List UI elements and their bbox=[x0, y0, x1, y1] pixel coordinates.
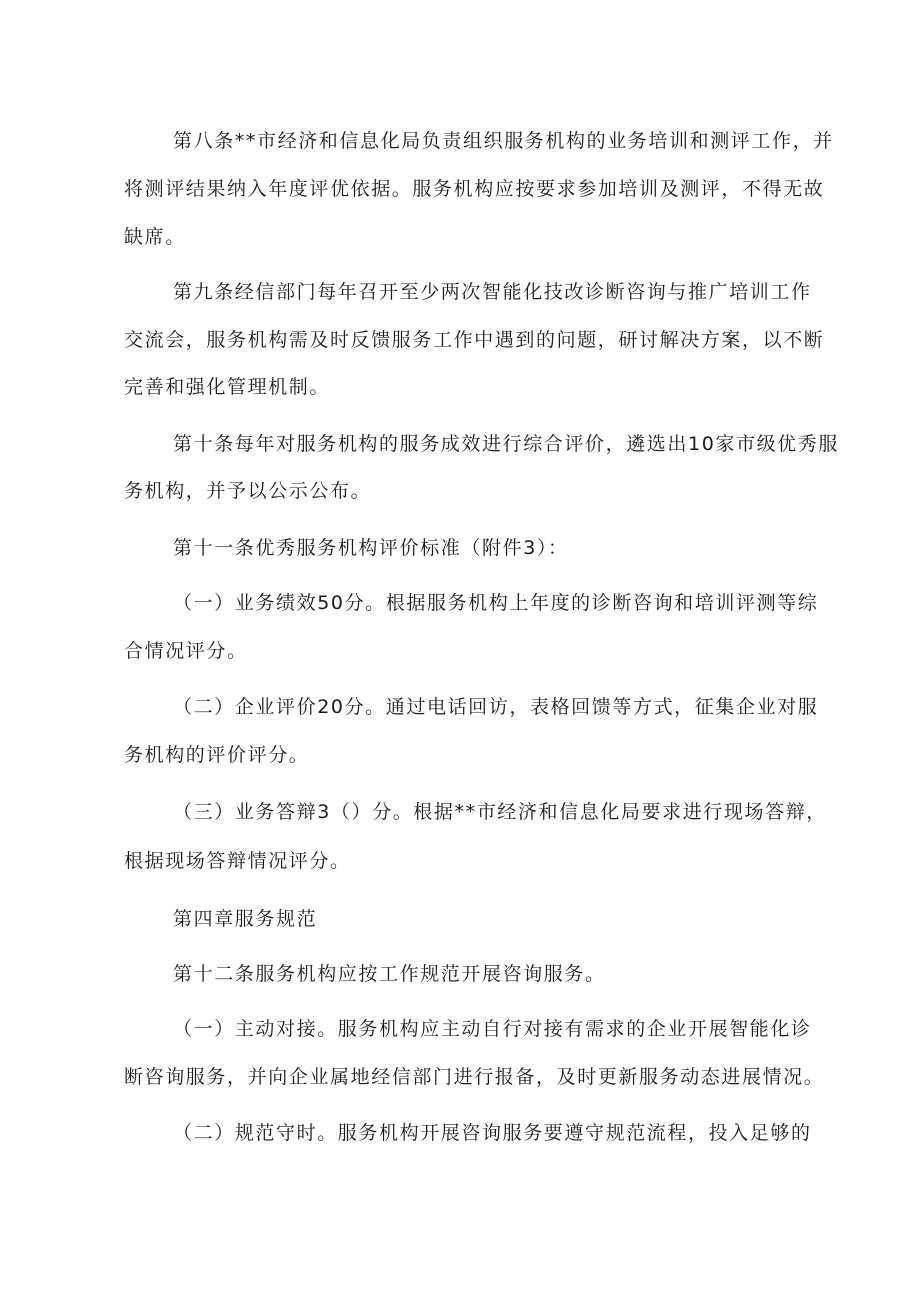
text-line: （二）企业评价20分。通过电话回访，表格回馈等方式，征集企业对服 bbox=[173, 696, 819, 718]
text-line: 断咨询服务，并向企业属地经信部门进行报备，及时更新服务动态进展情况。 bbox=[124, 1066, 825, 1088]
text-line: 第十一条优秀服务机构评价标准（附件3）： bbox=[173, 537, 569, 559]
text-line: 将测评结果纳入年度评优依据。服务机构应按要求参加培训及测评，不得无故 bbox=[124, 178, 825, 200]
text-line: 第八条**市经济和信息化局负责组织服务机构的业务培训和测评工作，并 bbox=[173, 130, 834, 152]
text-line: 交流会，服务机构需及时反馈服务工作中遇到的问题，研讨解决方案，以不断 bbox=[124, 329, 825, 351]
text-line: 缺席。 bbox=[124, 226, 186, 248]
text-line: 第十二条服务机构应按工作规范开展咨询服务。 bbox=[173, 963, 606, 985]
text-line: （三）业务答辩3（）分。根据**市经济和信息化局要求进行现场答辩， bbox=[173, 801, 827, 823]
text-line: （一）业务绩效50分。根据服务机构上年度的诊断咨询和培训评测等综 bbox=[173, 592, 819, 614]
text-line: 第十条每年对服务机构的服务成效进行综合评价，遴选出10家市级优秀服 bbox=[173, 433, 839, 455]
text-line: （二）规范守时。服务机构开展咨询服务要遵守规范流程，投入足够的 bbox=[173, 1122, 812, 1144]
text-line: 完善和强化管理机制。 bbox=[124, 376, 331, 398]
text-line: 第九条经信部门每年召开至少两次智能化技改诊断咨询与推广培训工作 bbox=[173, 281, 812, 303]
text-line: （一）主动对接。服务机构应主动自行对接有需求的企业开展智能化诊 bbox=[173, 1018, 812, 1040]
chapter-heading: 第四章服务规范 bbox=[173, 908, 318, 930]
text-line: 务机构的评价评分。 bbox=[124, 744, 310, 766]
text-line: 务机构，并予以公示公布。 bbox=[124, 480, 372, 502]
text-line: 根据现场答辩情况评分。 bbox=[124, 850, 351, 872]
text-line: 合情况评分。 bbox=[124, 640, 248, 662]
